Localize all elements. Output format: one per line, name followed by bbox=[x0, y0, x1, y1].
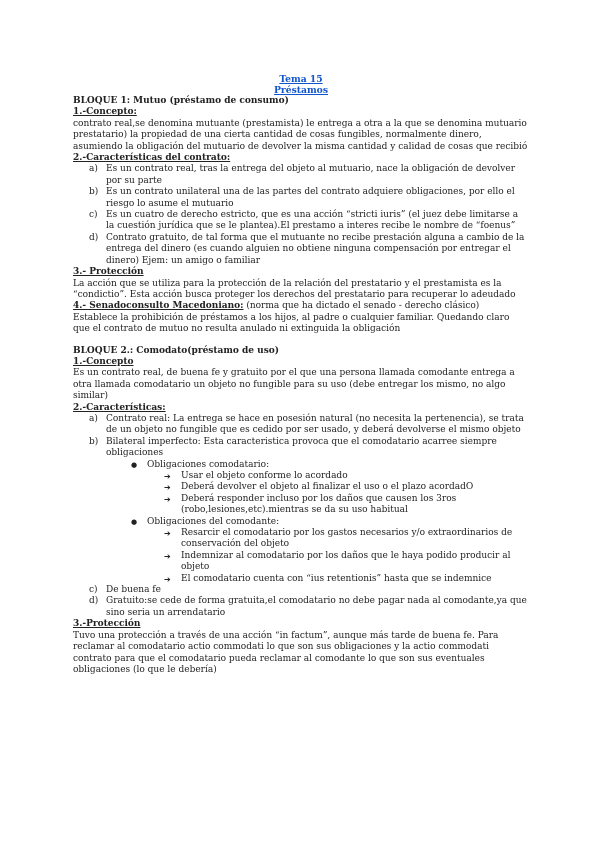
topic-title: Tema 15 bbox=[279, 74, 323, 85]
list-item: a) Contrato real: La entrega se hace en posesión natural (no necesita la pertenencia), se trata de un objeto no fungible que es cedido por ser usado, y deberá devolverse el mismo objeto bbox=[89, 413, 524, 436]
block2-concept-text: Es un contrato real, de buena fe y gratuito por el que una persona llamada comodante entrega a otra llamada comodatario un objeto no fungible para su uso (debe entregar los mismo, no algo similar) bbox=[73, 368, 515, 402]
block1-protection-heading: 3.- Protección bbox=[73, 267, 144, 278]
list-item: ➔ Usar el objeto conforme lo acordado bbox=[164, 471, 348, 481]
list-item bbox=[73, 517, 529, 585]
list-item: b) Es un contrato unilateral una de las partes del contrato adquiere obligaciones, por ello el riesgo lo asume el mutuario bbox=[89, 187, 515, 209]
block2-title: BLOQUE 2.: Comodato(préstamo de uso) bbox=[73, 345, 280, 356]
list-item: ➔ Indemnizar al comodatario por los daños que le haya podido producir al objeto bbox=[164, 550, 511, 573]
list-item: ➔ El comodatario cuenta con “ius retentionis” hasta que se indemnice bbox=[164, 573, 492, 584]
list-item: ➔ Resarcir el comodatario por los gastos necesarios y/o extraordinarios de conservación del objeto bbox=[164, 528, 513, 550]
document-page bbox=[73, 74, 529, 676]
block2-protection-heading: 3.-Protección bbox=[73, 619, 141, 630]
list-item: b) Bilateral imperfecto: Esta caracteristica provoca que el comodatario acarree siempre obligaciones ● Obligaciones comodatario: ➔ Usar el objeto conforme lo acordado ➔ Deberá devolver el objeto al finalizar el uso o el plazo acordadO ➔ Deberá responder incluso por los daños que causen los 3ros (robo,lesiones,etc).mientras se da su uso habitual ● Obligaciones del comodante: ➔ Resarcir el comodatario por los gastos necesarios y/o extraordinarios de conservación del objeto ➔ Indemnizar al comodatario por los daños que le haya podido producir al objeto ➔ El comodatario cuenta con “ius retentionis” hasta que se indemnice bbox=[73, 437, 529, 585]
comodatario-label: Obligaciones comodatario: bbox=[147, 459, 270, 470]
list-item: c) De buena fe bbox=[89, 585, 161, 596]
list-item: ➔ Deberá devolver el objeto al finalizar el uso o el plazo acordadO bbox=[164, 482, 474, 493]
block1-senate-text: Establece la prohibición de préstamos a los hijos, al padre o cualquier familiar. Quedando claro que el contrato de mutuo no resulta anulado ni extinguida la obligación bbox=[73, 312, 510, 335]
arrow-icon: ➔ bbox=[164, 529, 171, 539]
arrow-icon: ➔ bbox=[164, 483, 171, 493]
list-item: d) Contrato gratuito, de tal forma que el mutuante no recibe prestación alguna a cambio de la entrega del dinero (es cuando alguien no obtiene ninguna compensación por entregar el dinero) Ejem: un amigo o familiar bbox=[89, 232, 525, 266]
list-item: c) Es un cuatro de derecho estricto, que es una acción “stricti iuris” (el juez debe limitarse a la cuestión jurídica que se le plantea).El prestamo a interes recibe le nombre de “foenus” bbox=[89, 210, 519, 232]
list-item: ➔ Deberá responder incluso por los daños que causen los 3ros (robo,lesiones,etc).mientras se da su uso habitual bbox=[164, 493, 457, 516]
block1-features-list bbox=[73, 164, 529, 267]
bullet-icon: ● bbox=[131, 460, 138, 469]
block2-concept-heading: 1.-Concepto bbox=[73, 356, 134, 367]
block1-senate-inline: (norma que ha dictado el senado - derecho clásico) bbox=[243, 301, 480, 312]
list-item: a) Es un contrato real, tras la entrega del objeto al mutuario, nace la obligación de devolver por su parte bbox=[89, 164, 515, 186]
arrow-icon: ➔ bbox=[164, 472, 171, 481]
arrow-icon: ➔ bbox=[164, 551, 171, 561]
block1-protection-text: La acción que se utiliza para la protección de la relación del prestatario y el prestamista es la “condictio”. Esta acción busca proteger los derechos del prestatario para recuperar lo adeudado bbox=[73, 278, 516, 300]
comodante-obligations bbox=[73, 528, 529, 585]
arrow-icon: ➔ bbox=[164, 574, 171, 584]
bullet-icon: ● bbox=[131, 517, 138, 526]
obligations-list bbox=[73, 460, 529, 585]
block1-senate-line bbox=[73, 301, 529, 312]
block1-concept-heading: 1.-Concepto: bbox=[73, 107, 137, 118]
block1-senate-heading: 4.- Senadoconsulto Macedoniano: bbox=[73, 301, 244, 312]
list-item: d) Gratuito:se cede de forma gratuita,el comodatario no debe pagar nada al comodante,ya que sino seria un arrendatario bbox=[89, 596, 527, 618]
block2-features-heading: 2.-Características: bbox=[73, 402, 166, 413]
list-item bbox=[73, 460, 529, 517]
block2-features-list bbox=[73, 414, 529, 619]
comodante-label: Obligaciones del comodante: bbox=[147, 516, 280, 527]
block1-features-heading: 2.-Características del contrato: bbox=[73, 153, 231, 164]
comodatario-obligations bbox=[73, 471, 529, 517]
block2-protection-text: Tuvo una protección a través de una acción “in factum”, aunque más tarde de buena fe. Para reclamar al comodatario actio commodati lo que son sus obligaciones y la actio commodati contrato para que el comodatario pueda reclamar al comodante lo que son sus eventuales obligaciones (lo que le debería) bbox=[73, 630, 499, 675]
block1-title: BLOQUE 1: Mutuo (préstamo de consumo) bbox=[73, 96, 289, 106]
arrow-icon: ➔ bbox=[164, 494, 171, 504]
topic-subtitle: Préstamos bbox=[274, 85, 328, 96]
block1-concept-text: contrato real,se denomina mutuante (prestamista) le entrega a otra a la que se denomina mutuario prestatario) la propiedad de una cierta cantidad de cosas fungibles, normalmente dinero, asumiendo la obligación del mutuario de devolver la misma cantidad y calidad de cosas que recibió bbox=[73, 118, 528, 152]
